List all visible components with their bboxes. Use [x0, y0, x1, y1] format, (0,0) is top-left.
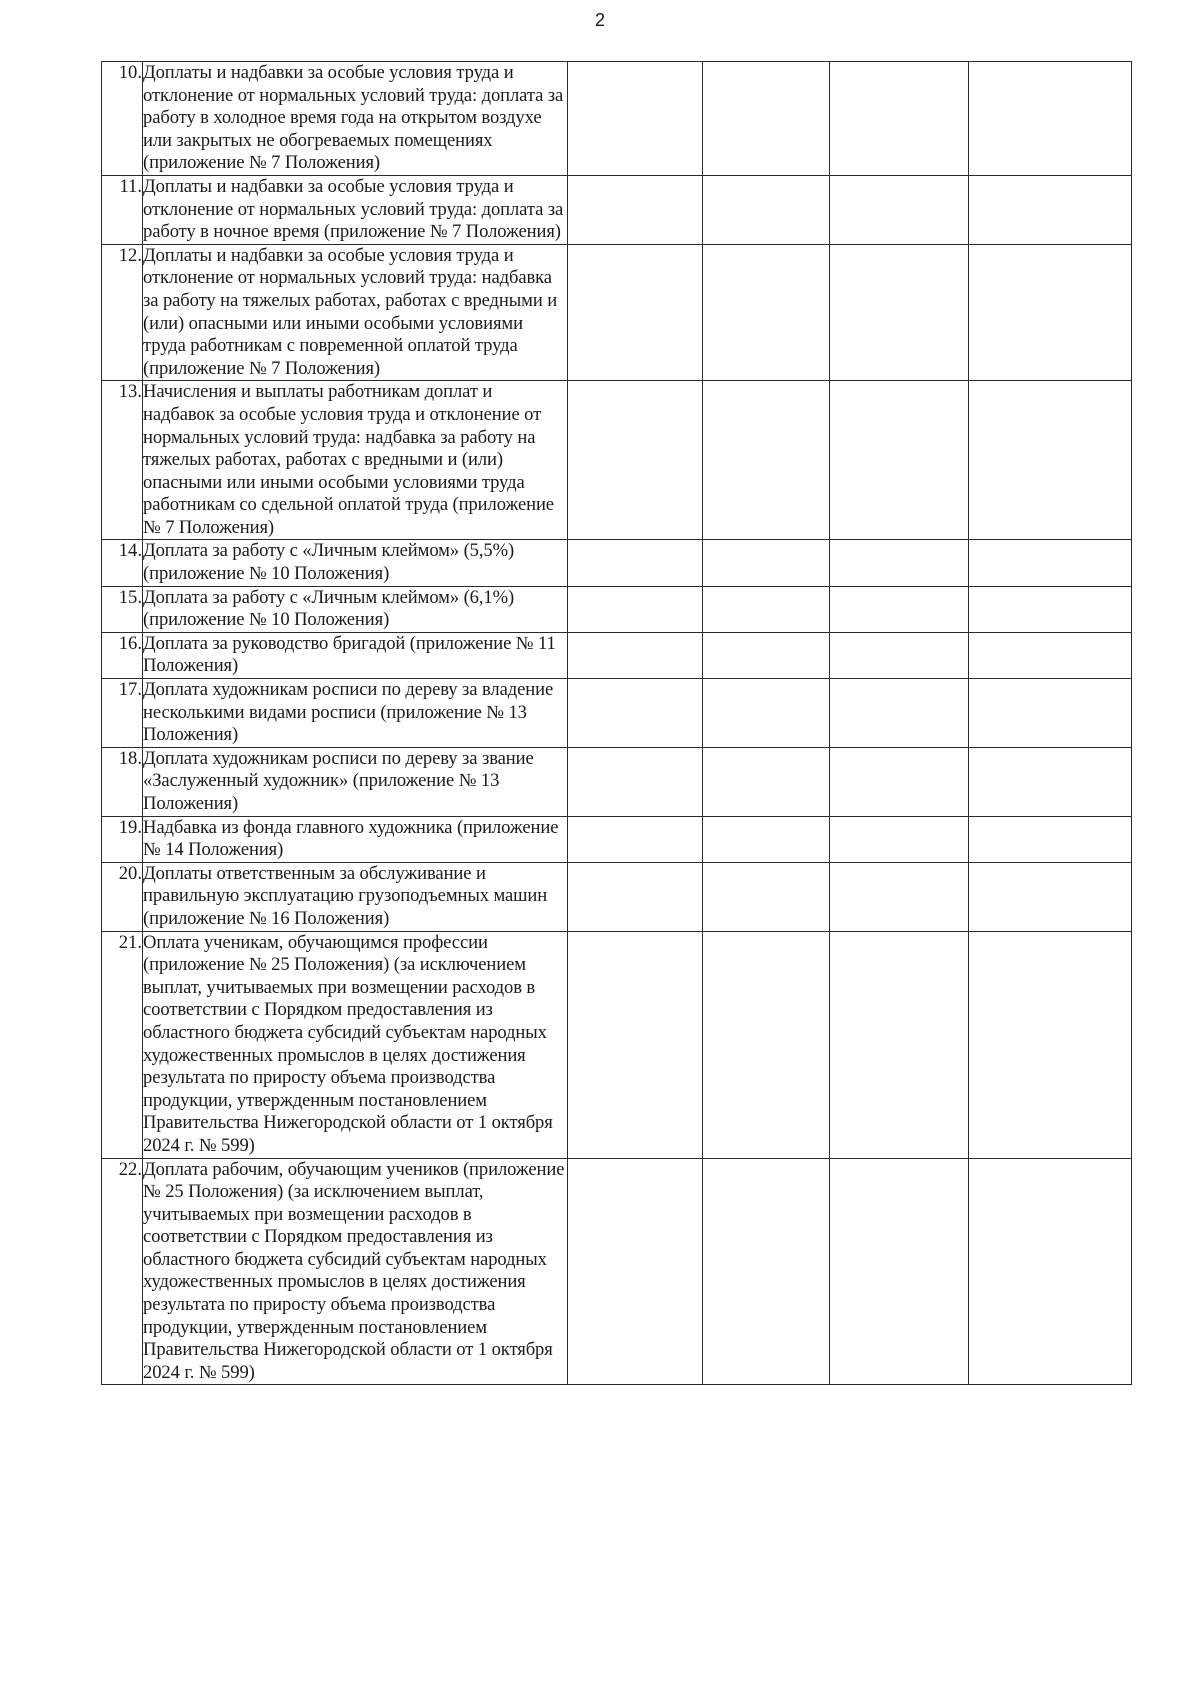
- row-number: 18.: [102, 747, 143, 816]
- value-cell-1: [568, 540, 703, 586]
- value-cell-2: [703, 175, 830, 244]
- row-number: 19.: [102, 816, 143, 862]
- value-cell-2: [703, 862, 830, 931]
- value-cell-3: [830, 1158, 969, 1385]
- payments-table: [101, 61, 1132, 1385]
- row-number: 15.: [102, 586, 143, 632]
- row-description: Надбавка из фонда главного художника (приложение № 14 Положения): [143, 816, 568, 862]
- table-row: [102, 62, 1132, 176]
- row-description: Оплата ученикам, обучающимся профессии (приложение № 25 Положения) (за исключением выплат, учитываемых при возмещении расходов в соответствии с Порядком предоставления из областного бюджета субсидий субъектам народных художественных промыслов в целях достижения результата по приросту объема производства продукции, утвержденным постановлением Правительства Нижегородской области от 1 октября 2024 г. № 599): [143, 931, 568, 1158]
- row-description: Доплата рабочим, обучающим учеников (приложение № 25 Положения) (за исключением выплат, учитываемых при возмещении расходов в соответствии с Порядком предоставления из областного бюджета субсидий субъектам народных художественных промыслов в целях достижения результата по приросту объема производства продукции, утвержденным постановлением Правительства Нижегородской области от 1 октября 2024 г. № 599): [143, 1158, 568, 1385]
- table-row: [102, 747, 1132, 816]
- value-cell-1: [568, 632, 703, 678]
- value-cell-1: [568, 747, 703, 816]
- value-cell-3: [830, 175, 969, 244]
- value-cell-1: [568, 244, 703, 381]
- row-description: Доплаты и надбавки за особые условия труда и отклонение от нормальных условий труда: надбавка за работу на тяжелых работах, работах с вредными и (или) опасными или иными особыми условиями труда работникам с повременной оплатой труда (приложение № 7 Положения): [143, 244, 568, 381]
- value-cell-3: [830, 540, 969, 586]
- table-row: [102, 679, 1132, 748]
- table-body: [102, 62, 1132, 1385]
- value-cell-3: [830, 62, 969, 176]
- value-cell-2: [703, 540, 830, 586]
- value-cell-4: [969, 632, 1132, 678]
- value-cell-4: [969, 62, 1132, 176]
- value-cell-3: [830, 816, 969, 862]
- value-cell-1: [568, 381, 703, 540]
- value-cell-3: [830, 381, 969, 540]
- table-row: [102, 175, 1132, 244]
- table-row: [102, 381, 1132, 540]
- value-cell-3: [830, 931, 969, 1158]
- table-row: [102, 931, 1132, 1158]
- value-cell-3: [830, 862, 969, 931]
- value-cell-2: [703, 747, 830, 816]
- value-cell-2: [703, 586, 830, 632]
- value-cell-3: [830, 244, 969, 381]
- value-cell-4: [969, 747, 1132, 816]
- row-number: 12.: [102, 244, 143, 381]
- row-description: Доплата за работу с «Личным клеймом» (5,5%) (приложение № 10 Положения): [143, 540, 568, 586]
- value-cell-4: [969, 175, 1132, 244]
- value-cell-4: [969, 1158, 1132, 1385]
- row-number: 11.: [102, 175, 143, 244]
- row-description: Доплата художникам росписи по дереву за звание «Заслуженный художник» (приложение № 13 Положения): [143, 747, 568, 816]
- value-cell-2: [703, 62, 830, 176]
- table-row: [102, 540, 1132, 586]
- table-row: [102, 816, 1132, 862]
- row-number: 17.: [102, 679, 143, 748]
- value-cell-2: [703, 1158, 830, 1385]
- value-cell-1: [568, 679, 703, 748]
- value-cell-1: [568, 62, 703, 176]
- value-cell-4: [969, 586, 1132, 632]
- value-cell-3: [830, 679, 969, 748]
- row-description: Доплаты и надбавки за особые условия труда и отклонение от нормальных условий труда: доплата за работу в ночное время (приложение № 7 Положения): [143, 175, 568, 244]
- row-number: 13.: [102, 381, 143, 540]
- value-cell-2: [703, 244, 830, 381]
- table-row: [102, 586, 1132, 632]
- table-row: [102, 244, 1132, 381]
- table-row: [102, 632, 1132, 678]
- value-cell-4: [969, 244, 1132, 381]
- row-number: 22.: [102, 1158, 143, 1385]
- table-row: [102, 862, 1132, 931]
- value-cell-2: [703, 816, 830, 862]
- value-cell-1: [568, 931, 703, 1158]
- value-cell-1: [568, 1158, 703, 1385]
- row-description: Начисления и выплаты работникам доплат и надбавок за особые условия труда и отклонение от нормальных условий труда: надбавка за работу на тяжелых работах, работах с вредными и (или) опасными или иными особыми условиями труда работникам со сдельной оплатой труда (приложение № 7 Положения): [143, 381, 568, 540]
- value-cell-2: [703, 679, 830, 748]
- value-cell-4: [969, 381, 1132, 540]
- value-cell-1: [568, 816, 703, 862]
- row-number: 21.: [102, 931, 143, 1158]
- table-row: [102, 1158, 1132, 1385]
- value-cell-4: [969, 540, 1132, 586]
- value-cell-2: [703, 632, 830, 678]
- row-description: Доплата за руководство бригадой (приложение № 11 Положения): [143, 632, 568, 678]
- row-description: Доплата художникам росписи по дереву за владение несколькими видами росписи (приложение № 13 Положения): [143, 679, 568, 748]
- page-number: 2: [594, 10, 605, 30]
- value-cell-2: [703, 931, 830, 1158]
- row-description: Доплаты ответственным за обслуживание и правильную эксплуатацию грузоподъемных машин (приложение № 16 Положения): [143, 862, 568, 931]
- value-cell-3: [830, 632, 969, 678]
- value-cell-4: [969, 862, 1132, 931]
- row-number: 10.: [102, 62, 143, 176]
- row-description: Доплата за работу с «Личным клеймом» (6,1%) (приложение № 10 Положения): [143, 586, 568, 632]
- row-description: Доплаты и надбавки за особые условия труда и отклонение от нормальных условий труда: доплата за работу в холодное время года на открытом воздухе или закрытых не обогреваемых помещениях (приложение № 7 Положения): [143, 62, 568, 176]
- row-number: 16.: [102, 632, 143, 678]
- row-number: 14.: [102, 540, 143, 586]
- value-cell-1: [568, 175, 703, 244]
- value-cell-4: [969, 816, 1132, 862]
- row-number: 20.: [102, 862, 143, 931]
- value-cell-1: [568, 586, 703, 632]
- value-cell-2: [703, 381, 830, 540]
- value-cell-1: [568, 862, 703, 931]
- value-cell-3: [830, 747, 969, 816]
- value-cell-4: [969, 931, 1132, 1158]
- value-cell-4: [969, 679, 1132, 748]
- value-cell-3: [830, 586, 969, 632]
